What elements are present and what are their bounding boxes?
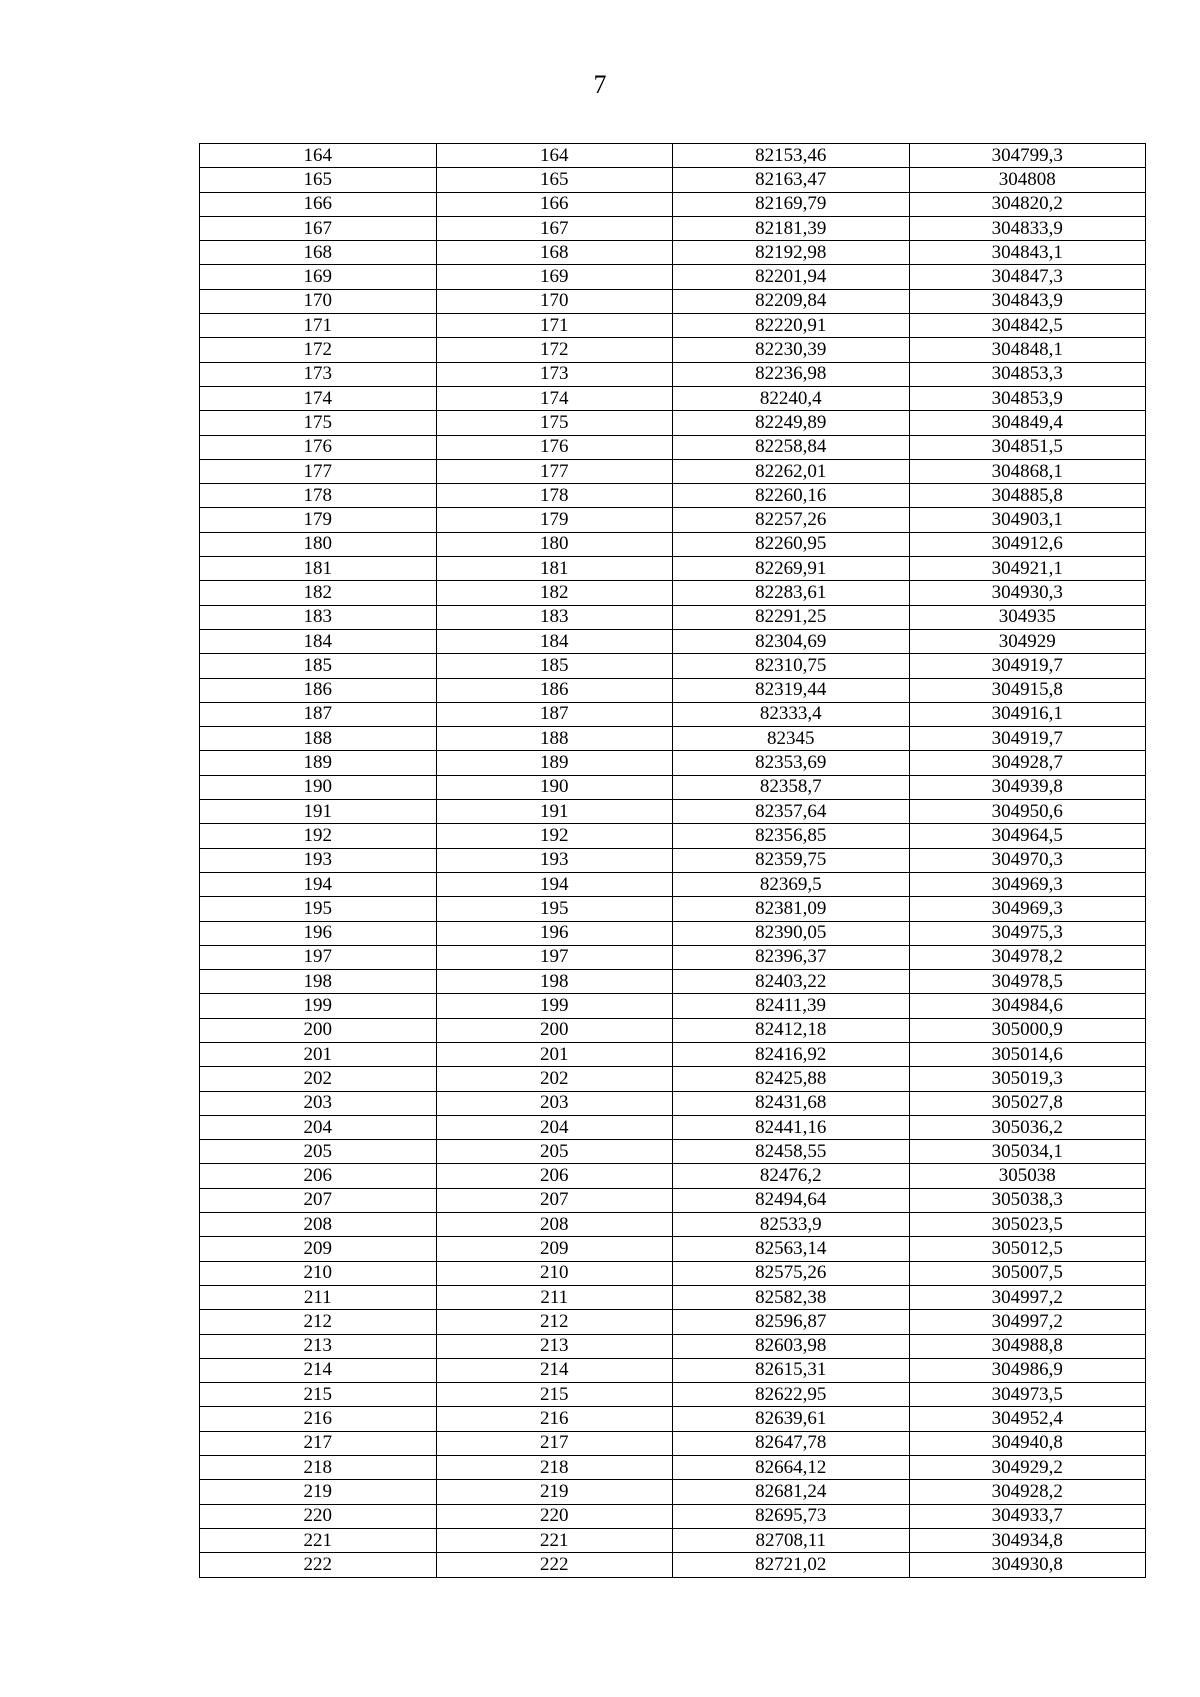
point-index-cell: 183 (436, 605, 673, 629)
y-coordinate-cell: 304930,3 (909, 581, 1146, 605)
x-coordinate-cell: 82333,4 (673, 702, 910, 726)
y-coordinate-cell: 304986,9 (909, 1358, 1146, 1382)
point-index-cell: 188 (436, 727, 673, 751)
table-row (200, 775, 1146, 799)
point-number-cell: 189 (200, 751, 437, 775)
point-index-cell: 191 (436, 800, 673, 824)
table-row (200, 824, 1146, 848)
table-row (200, 459, 1146, 483)
y-coordinate-cell: 304842,5 (909, 314, 1146, 338)
x-coordinate-cell: 82615,31 (673, 1358, 910, 1382)
point-index-cell: 215 (436, 1383, 673, 1407)
x-coordinate-cell: 82220,91 (673, 314, 910, 338)
point-number-cell: 208 (200, 1213, 437, 1237)
y-coordinate-cell: 304970,3 (909, 848, 1146, 872)
point-number-cell: 194 (200, 872, 437, 896)
point-index-cell: 181 (436, 557, 673, 581)
x-coordinate-cell: 82358,7 (673, 775, 910, 799)
point-index-cell: 203 (436, 1091, 673, 1115)
point-index-cell: 222 (436, 1553, 673, 1577)
x-coordinate-cell: 82381,09 (673, 897, 910, 921)
point-index-cell: 170 (436, 289, 673, 313)
table-row (200, 1480, 1146, 1504)
x-coordinate-cell: 82353,69 (673, 751, 910, 775)
x-coordinate-cell: 82359,75 (673, 848, 910, 872)
point-number-cell: 164 (200, 144, 437, 168)
y-coordinate-cell: 304847,3 (909, 265, 1146, 289)
table-row (200, 605, 1146, 629)
point-number-cell: 165 (200, 168, 437, 192)
point-number-cell: 185 (200, 654, 437, 678)
table-row (200, 1188, 1146, 1212)
point-number-cell: 216 (200, 1407, 437, 1431)
table-row (200, 1310, 1146, 1334)
point-index-cell: 176 (436, 435, 673, 459)
x-coordinate-cell: 82356,85 (673, 824, 910, 848)
table-row (200, 1407, 1146, 1431)
point-number-cell: 177 (200, 459, 437, 483)
point-index-cell: 167 (436, 216, 673, 240)
y-coordinate-cell: 305023,5 (909, 1213, 1146, 1237)
table-row (200, 241, 1146, 265)
point-number-cell: 179 (200, 508, 437, 532)
point-number-cell: 181 (200, 557, 437, 581)
x-coordinate-cell: 82260,95 (673, 532, 910, 556)
table-row (200, 1237, 1146, 1261)
y-coordinate-cell: 304978,2 (909, 945, 1146, 969)
x-coordinate-cell: 82582,38 (673, 1285, 910, 1309)
y-coordinate-cell: 304984,6 (909, 994, 1146, 1018)
y-coordinate-cell: 304933,7 (909, 1504, 1146, 1528)
table-row (200, 362, 1146, 386)
x-coordinate-cell: 82425,88 (673, 1067, 910, 1091)
point-number-cell: 187 (200, 702, 437, 726)
point-index-cell: 193 (436, 848, 673, 872)
table-row (200, 945, 1146, 969)
y-coordinate-cell: 305007,5 (909, 1261, 1146, 1285)
point-number-cell: 192 (200, 824, 437, 848)
x-coordinate-cell: 82458,55 (673, 1140, 910, 1164)
y-coordinate-cell: 304939,8 (909, 775, 1146, 799)
point-index-cell: 196 (436, 921, 673, 945)
point-index-cell: 207 (436, 1188, 673, 1212)
table-row (200, 1383, 1146, 1407)
x-coordinate-cell: 82236,98 (673, 362, 910, 386)
point-number-cell: 197 (200, 945, 437, 969)
point-index-cell: 182 (436, 581, 673, 605)
point-number-cell: 184 (200, 629, 437, 653)
point-index-cell: 210 (436, 1261, 673, 1285)
y-coordinate-cell: 304851,5 (909, 435, 1146, 459)
table-row (200, 314, 1146, 338)
table-row (200, 581, 1146, 605)
x-coordinate-cell: 82291,25 (673, 605, 910, 629)
x-coordinate-cell: 82249,89 (673, 411, 910, 435)
table-row (200, 1042, 1146, 1066)
table-row (200, 386, 1146, 410)
table-row (200, 1115, 1146, 1139)
table-row (200, 532, 1146, 556)
table-row (200, 1261, 1146, 1285)
x-coordinate-cell: 82258,84 (673, 435, 910, 459)
point-index-cell: 208 (436, 1213, 673, 1237)
y-coordinate-cell: 304912,6 (909, 532, 1146, 556)
table-row (200, 1358, 1146, 1382)
x-coordinate-cell: 82411,39 (673, 994, 910, 1018)
point-number-cell: 204 (200, 1115, 437, 1139)
table-row (200, 411, 1146, 435)
y-coordinate-cell: 304930,8 (909, 1553, 1146, 1577)
y-coordinate-cell: 304919,7 (909, 727, 1146, 751)
x-coordinate-cell: 82240,4 (673, 386, 910, 410)
y-coordinate-cell: 304848,1 (909, 338, 1146, 362)
point-number-cell: 211 (200, 1285, 437, 1309)
x-coordinate-cell: 82403,22 (673, 970, 910, 994)
y-coordinate-cell: 304928,2 (909, 1480, 1146, 1504)
table-row (200, 1140, 1146, 1164)
point-index-cell: 177 (436, 459, 673, 483)
table-row (200, 970, 1146, 994)
y-coordinate-cell: 304969,3 (909, 897, 1146, 921)
x-coordinate-cell: 82441,16 (673, 1115, 910, 1139)
x-coordinate-cell: 82169,79 (673, 192, 910, 216)
x-coordinate-cell: 82533,9 (673, 1213, 910, 1237)
point-number-cell: 219 (200, 1480, 437, 1504)
table-row (200, 629, 1146, 653)
y-coordinate-cell: 304843,1 (909, 241, 1146, 265)
point-number-cell: 196 (200, 921, 437, 945)
table-row (200, 921, 1146, 945)
point-number-cell: 183 (200, 605, 437, 629)
point-number-cell: 169 (200, 265, 437, 289)
x-coordinate-cell: 82283,61 (673, 581, 910, 605)
y-coordinate-cell: 304929 (909, 629, 1146, 653)
x-coordinate-cell: 82310,75 (673, 654, 910, 678)
table-row (200, 216, 1146, 240)
table-row (200, 897, 1146, 921)
table-row (200, 1334, 1146, 1358)
y-coordinate-cell: 304964,5 (909, 824, 1146, 848)
point-number-cell: 214 (200, 1358, 437, 1382)
x-coordinate-cell: 82319,44 (673, 678, 910, 702)
table-row (200, 265, 1146, 289)
point-index-cell: 212 (436, 1310, 673, 1334)
point-index-cell: 168 (436, 241, 673, 265)
x-coordinate-cell: 82357,64 (673, 800, 910, 824)
x-coordinate-cell: 82563,14 (673, 1237, 910, 1261)
x-coordinate-cell: 82575,26 (673, 1261, 910, 1285)
table-row (200, 1213, 1146, 1237)
point-index-cell: 172 (436, 338, 673, 362)
x-coordinate-cell: 82721,02 (673, 1553, 910, 1577)
point-number-cell: 173 (200, 362, 437, 386)
point-index-cell: 180 (436, 532, 673, 556)
point-number-cell: 178 (200, 484, 437, 508)
table-row (200, 702, 1146, 726)
table-row (200, 338, 1146, 362)
point-index-cell: 173 (436, 362, 673, 386)
point-index-cell: 209 (436, 1237, 673, 1261)
point-number-cell: 222 (200, 1553, 437, 1577)
table-row (200, 168, 1146, 192)
x-coordinate-cell: 82476,2 (673, 1164, 910, 1188)
point-number-cell: 201 (200, 1042, 437, 1066)
point-number-cell: 176 (200, 435, 437, 459)
y-coordinate-cell: 304916,1 (909, 702, 1146, 726)
point-index-cell: 189 (436, 751, 673, 775)
y-coordinate-cell: 304885,8 (909, 484, 1146, 508)
x-coordinate-cell: 82622,95 (673, 1383, 910, 1407)
table-row (200, 1164, 1146, 1188)
point-number-cell: 190 (200, 775, 437, 799)
y-coordinate-cell: 304978,5 (909, 970, 1146, 994)
table-row (200, 654, 1146, 678)
table-row (200, 1067, 1146, 1091)
table-row (200, 1285, 1146, 1309)
point-index-cell: 171 (436, 314, 673, 338)
table-row (200, 435, 1146, 459)
point-index-cell: 217 (436, 1431, 673, 1455)
x-coordinate-cell: 82681,24 (673, 1480, 910, 1504)
point-number-cell: 202 (200, 1067, 437, 1091)
y-coordinate-cell: 304997,2 (909, 1285, 1146, 1309)
x-coordinate-cell: 82603,98 (673, 1334, 910, 1358)
point-index-cell: 201 (436, 1042, 673, 1066)
x-coordinate-cell: 82257,26 (673, 508, 910, 532)
x-coordinate-cell: 82304,69 (673, 629, 910, 653)
y-coordinate-cell: 304973,5 (909, 1383, 1146, 1407)
table-row (200, 800, 1146, 824)
point-number-cell: 206 (200, 1164, 437, 1188)
point-number-cell: 220 (200, 1504, 437, 1528)
x-coordinate-cell: 82192,98 (673, 241, 910, 265)
y-coordinate-cell: 304969,3 (909, 872, 1146, 896)
y-coordinate-cell: 304833,9 (909, 216, 1146, 240)
point-index-cell: 179 (436, 508, 673, 532)
point-number-cell: 212 (200, 1310, 437, 1334)
point-index-cell: 213 (436, 1334, 673, 1358)
point-index-cell: 184 (436, 629, 673, 653)
y-coordinate-cell: 304935 (909, 605, 1146, 629)
x-coordinate-cell: 82390,05 (673, 921, 910, 945)
x-coordinate-cell: 82494,64 (673, 1188, 910, 1212)
x-coordinate-cell: 82695,73 (673, 1504, 910, 1528)
y-coordinate-cell: 304929,2 (909, 1456, 1146, 1480)
y-coordinate-cell: 304799,3 (909, 144, 1146, 168)
x-coordinate-cell: 82269,91 (673, 557, 910, 581)
x-coordinate-cell: 82647,78 (673, 1431, 910, 1455)
table-row (200, 1018, 1146, 1042)
coordinates-table-body (200, 144, 1146, 1578)
x-coordinate-cell: 82412,18 (673, 1018, 910, 1042)
point-index-cell: 216 (436, 1407, 673, 1431)
point-index-cell: 206 (436, 1164, 673, 1188)
point-number-cell: 171 (200, 314, 437, 338)
table-row (200, 144, 1146, 168)
x-coordinate-cell: 82345 (673, 727, 910, 751)
point-number-cell: 167 (200, 216, 437, 240)
point-number-cell: 172 (200, 338, 437, 362)
point-index-cell: 174 (436, 386, 673, 410)
point-number-cell: 174 (200, 386, 437, 410)
point-number-cell: 186 (200, 678, 437, 702)
point-index-cell: 165 (436, 168, 673, 192)
point-index-cell: 197 (436, 945, 673, 969)
x-coordinate-cell: 82431,68 (673, 1091, 910, 1115)
point-number-cell: 182 (200, 581, 437, 605)
point-index-cell: 211 (436, 1285, 673, 1309)
point-number-cell: 198 (200, 970, 437, 994)
point-index-cell: 185 (436, 654, 673, 678)
table-row (200, 872, 1146, 896)
point-number-cell: 188 (200, 727, 437, 751)
y-coordinate-cell: 304940,8 (909, 1431, 1146, 1455)
point-number-cell: 168 (200, 241, 437, 265)
y-coordinate-cell: 305019,3 (909, 1067, 1146, 1091)
point-index-cell: 221 (436, 1528, 673, 1552)
x-coordinate-cell: 82262,01 (673, 459, 910, 483)
point-index-cell: 199 (436, 994, 673, 1018)
point-number-cell: 205 (200, 1140, 437, 1164)
table-row (200, 994, 1146, 1018)
x-coordinate-cell: 82209,84 (673, 289, 910, 313)
point-index-cell: 190 (436, 775, 673, 799)
table-row (200, 1553, 1146, 1577)
point-number-cell: 191 (200, 800, 437, 824)
table-row (200, 1504, 1146, 1528)
y-coordinate-cell: 304868,1 (909, 459, 1146, 483)
table-row (200, 1431, 1146, 1455)
point-index-cell: 219 (436, 1480, 673, 1504)
y-coordinate-cell: 305012,5 (909, 1237, 1146, 1261)
x-coordinate-cell: 82596,87 (673, 1310, 910, 1334)
point-number-cell: 215 (200, 1383, 437, 1407)
y-coordinate-cell: 305036,2 (909, 1115, 1146, 1139)
y-coordinate-cell: 304903,1 (909, 508, 1146, 532)
table-row (200, 192, 1146, 216)
point-number-cell: 207 (200, 1188, 437, 1212)
point-index-cell: 195 (436, 897, 673, 921)
x-coordinate-cell: 82664,12 (673, 1456, 910, 1480)
point-index-cell: 187 (436, 702, 673, 726)
point-number-cell: 200 (200, 1018, 437, 1042)
x-coordinate-cell: 82396,37 (673, 945, 910, 969)
point-number-cell: 221 (200, 1528, 437, 1552)
table-row (200, 508, 1146, 532)
x-coordinate-cell: 82369,5 (673, 872, 910, 896)
x-coordinate-cell: 82181,39 (673, 216, 910, 240)
y-coordinate-cell: 304988,8 (909, 1334, 1146, 1358)
x-coordinate-cell: 82639,61 (673, 1407, 910, 1431)
point-index-cell: 204 (436, 1115, 673, 1139)
y-coordinate-cell: 305000,9 (909, 1018, 1146, 1042)
table-row (200, 484, 1146, 508)
y-coordinate-cell: 305038 (909, 1164, 1146, 1188)
table-row (200, 557, 1146, 581)
x-coordinate-cell: 82153,46 (673, 144, 910, 168)
table-row (200, 678, 1146, 702)
table-row (200, 289, 1146, 313)
y-coordinate-cell: 304934,8 (909, 1528, 1146, 1552)
point-number-cell: 195 (200, 897, 437, 921)
table-row (200, 1528, 1146, 1552)
table-row (200, 727, 1146, 751)
point-index-cell: 192 (436, 824, 673, 848)
y-coordinate-cell: 304808 (909, 168, 1146, 192)
x-coordinate-cell: 82201,94 (673, 265, 910, 289)
y-coordinate-cell: 304921,1 (909, 557, 1146, 581)
point-index-cell: 175 (436, 411, 673, 435)
point-index-cell: 202 (436, 1067, 673, 1091)
point-number-cell: 210 (200, 1261, 437, 1285)
y-coordinate-cell: 304849,4 (909, 411, 1146, 435)
x-coordinate-cell: 82416,92 (673, 1042, 910, 1066)
point-number-cell: 203 (200, 1091, 437, 1115)
x-coordinate-cell: 82230,39 (673, 338, 910, 362)
point-index-cell: 220 (436, 1504, 673, 1528)
page-number: 7 (593, 70, 607, 99)
point-number-cell: 218 (200, 1456, 437, 1480)
point-number-cell: 199 (200, 994, 437, 1018)
point-number-cell: 209 (200, 1237, 437, 1261)
y-coordinate-cell: 304853,9 (909, 386, 1146, 410)
point-index-cell: 218 (436, 1456, 673, 1480)
point-number-cell: 175 (200, 411, 437, 435)
y-coordinate-cell: 304950,6 (909, 800, 1146, 824)
point-index-cell: 200 (436, 1018, 673, 1042)
point-index-cell: 186 (436, 678, 673, 702)
table-row (200, 751, 1146, 775)
y-coordinate-cell: 304997,2 (909, 1310, 1146, 1334)
y-coordinate-cell: 305027,8 (909, 1091, 1146, 1115)
point-index-cell: 205 (436, 1140, 673, 1164)
y-coordinate-cell: 305034,1 (909, 1140, 1146, 1164)
y-coordinate-cell: 304919,7 (909, 654, 1146, 678)
point-number-cell: 166 (200, 192, 437, 216)
y-coordinate-cell: 304928,7 (909, 751, 1146, 775)
y-coordinate-cell: 304853,3 (909, 362, 1146, 386)
point-number-cell: 193 (200, 848, 437, 872)
point-index-cell: 198 (436, 970, 673, 994)
x-coordinate-cell: 82260,16 (673, 484, 910, 508)
x-coordinate-cell: 82708,11 (673, 1528, 910, 1552)
table-row (200, 1091, 1146, 1115)
point-number-cell: 213 (200, 1334, 437, 1358)
table-row (200, 848, 1146, 872)
y-coordinate-cell: 305014,6 (909, 1042, 1146, 1066)
point-index-cell: 194 (436, 872, 673, 896)
point-index-cell: 164 (436, 144, 673, 168)
y-coordinate-cell: 304915,8 (909, 678, 1146, 702)
table-row (200, 1456, 1146, 1480)
point-number-cell: 217 (200, 1431, 437, 1455)
point-number-cell: 180 (200, 532, 437, 556)
y-coordinate-cell: 304843,9 (909, 289, 1146, 313)
point-index-cell: 178 (436, 484, 673, 508)
x-coordinate-cell: 82163,47 (673, 168, 910, 192)
y-coordinate-cell: 304975,3 (909, 921, 1146, 945)
point-index-cell: 214 (436, 1358, 673, 1382)
point-index-cell: 166 (436, 192, 673, 216)
y-coordinate-cell: 304952,4 (909, 1407, 1146, 1431)
coordinates-table (199, 143, 1146, 1578)
y-coordinate-cell: 305038,3 (909, 1188, 1146, 1212)
y-coordinate-cell: 304820,2 (909, 192, 1146, 216)
point-number-cell: 170 (200, 289, 437, 313)
point-index-cell: 169 (436, 265, 673, 289)
